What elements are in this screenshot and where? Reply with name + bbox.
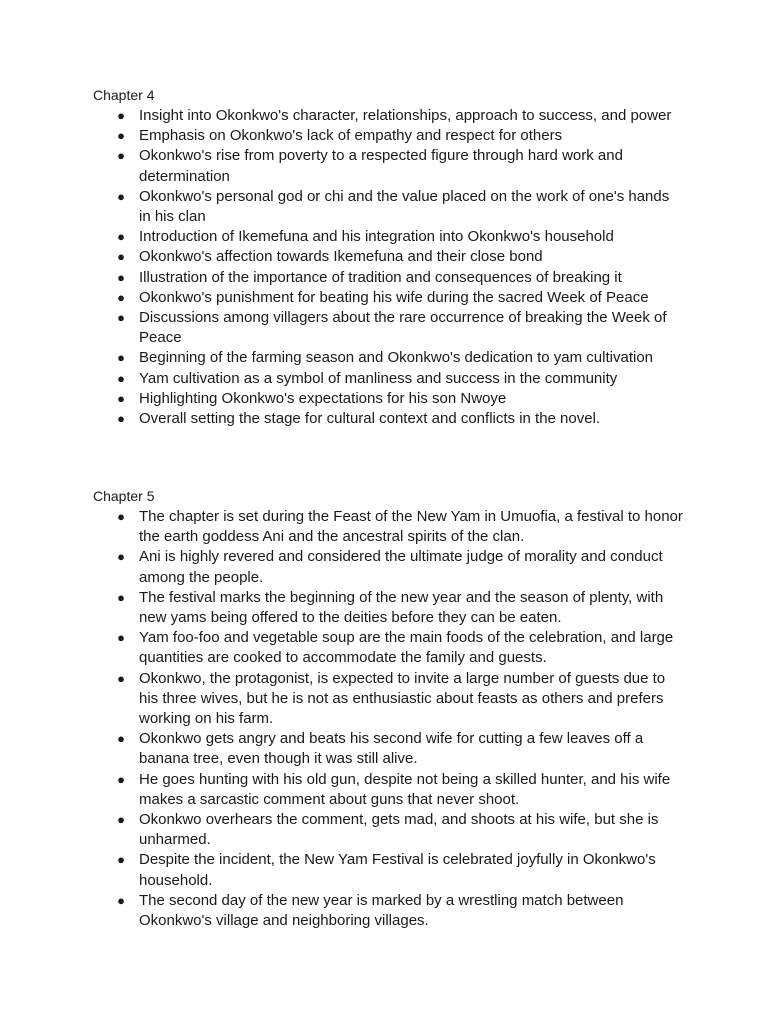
bullet-icon: ●: [117, 108, 125, 123]
bullet-icon: ●: [117, 892, 125, 908]
list-item-text: Illustration of the importance of tradition and consequences of breaking it: [139, 268, 622, 286]
bullet-icon: ●: [117, 188, 125, 204]
list-item-text: Emphasis on Okonkwo's lack of empathy and respect for others: [139, 127, 563, 145]
list-item: [93, 288, 683, 308]
list-item-text: The chapter is set during the Feast of the New Yam in Umuofia, a festival to honor the earth goddess Ani and the ancestral spirits of the clan.: [139, 508, 683, 546]
list-item-text: The festival marks the beginning of the new year and the season of plenty, with new yams being offered to the deities before they can be eaten.: [139, 588, 664, 627]
list-item-text: Okonkwo's personal god or chi and the value placed on the work of one's hands in his clan: [139, 187, 670, 226]
list-item: [93, 369, 683, 389]
list-item: [93, 810, 683, 850]
list-item-text: Okonkwo's punishment for beating his wife during the sacred Week of Peace: [139, 288, 649, 306]
list-item-text: Okonkwo overhears the comment, gets mad, and shoots at his wife, but she is unharmed.: [139, 811, 659, 849]
list-item: [93, 348, 683, 368]
list-item: [93, 547, 683, 587]
list-item-text: Yam cultivation as a symbol of manliness and success in the community: [139, 369, 618, 387]
list-item-text: Beginning of the farming season and Okonkwo's dedication to yam cultivation: [139, 349, 653, 367]
list-item: [93, 588, 683, 628]
bullet-icon: ●: [117, 852, 125, 868]
bullet-icon: ●: [117, 731, 125, 747]
bullet-icon: ●: [117, 509, 125, 524]
bullet-icon: ●: [117, 289, 125, 305]
list-item-text: Highlighting Okonkwo's expectations for his son Nwoye: [139, 389, 507, 407]
list-item: [93, 146, 683, 186]
list-item: [93, 891, 683, 931]
list-item: [93, 187, 683, 227]
list-item-text: The second day of the new year is marked by a wrestling match between Okonkwo's village and neighboring villages.: [139, 891, 624, 930]
list-item: [93, 227, 683, 247]
bullet-icon: ●: [117, 411, 125, 427]
bullet-icon: ●: [117, 269, 125, 285]
list-item: [93, 669, 683, 730]
chapter-4-bullet-list: [93, 106, 683, 429]
list-item: [93, 409, 683, 429]
list-item: [93, 126, 683, 146]
chapter-5-heading: Chapter 5: [93, 488, 155, 504]
list-item: [93, 308, 683, 348]
bullet-icon: ●: [117, 350, 125, 366]
list-item-text: Insight into Okonkwo's character, relationships, approach to success, and power: [139, 107, 672, 124]
list-item-text: Ani is highly revered and considered the ultimate judge of morality and conduct among the people.: [139, 548, 663, 586]
list-item: [93, 850, 683, 890]
list-item: [93, 628, 683, 668]
list-item: [93, 268, 683, 288]
list-item: [93, 770, 683, 810]
chapter-5-section: [93, 488, 683, 931]
list-item-text: Overall setting the stage for cultural context and conflicts in the novel.: [139, 410, 601, 428]
bullet-icon: ●: [117, 249, 125, 265]
bullet-icon: ●: [117, 812, 125, 828]
bullet-icon: ●: [117, 771, 125, 787]
bullet-icon: ●: [117, 229, 125, 245]
bullet-icon: ●: [117, 630, 125, 646]
list-item: [93, 106, 683, 126]
bullet-icon: ●: [117, 310, 125, 326]
list-item-text: Okonkwo's affection towards Ikemefuna and their close bond: [139, 248, 543, 266]
list-item-text: Okonkwo gets angry and beats his second wife for cutting a few leaves off a banana tree, even though it was still alive.: [139, 730, 644, 768]
list-item: [93, 389, 683, 409]
chapter-5-bullet-list: [93, 507, 683, 931]
list-item-text: Discussions among villagers about the rare occurrence of breaking the Week of Peace: [139, 309, 667, 347]
list-item-text: Okonkwo's rise from poverty to a respected figure through hard work and determination: [139, 147, 623, 185]
list-item-text: He goes hunting with his old gun, despite not being a skilled hunter, and his wife makes a sarcastic comment about guns that never shoot.: [139, 770, 671, 808]
list-item-text: Introduction of Ikemefuna and his integration into Okonkwo's household: [139, 228, 614, 246]
bullet-icon: ●: [117, 549, 125, 565]
bullet-icon: ●: [117, 589, 125, 605]
list-item: [93, 729, 683, 769]
bullet-icon: ●: [117, 370, 125, 386]
bullet-icon: ●: [117, 670, 125, 686]
chapter-4-heading: Chapter 4: [93, 87, 155, 103]
bullet-icon: ●: [117, 390, 125, 406]
list-item-text: Despite the incident, the New Yam Festival is celebrated joyfully in Okonkwo's household.: [139, 851, 656, 889]
bullet-icon: ●: [117, 148, 125, 164]
bullet-icon: ●: [117, 128, 125, 144]
chapter-4-section: [93, 87, 683, 429]
list-item: [93, 507, 683, 547]
list-item-text: Yam foo-foo and vegetable soup are the main foods of the celebration, and large quantities are cooked to accommodate the family and guests.: [139, 629, 674, 667]
list-item: [93, 247, 683, 267]
list-item-text: Okonkwo, the protagonist, is expected to invite a large number of guests due to his three wives, but he is not as enthusiastic about feasts as others and prefers working on his farm.: [139, 669, 666, 728]
